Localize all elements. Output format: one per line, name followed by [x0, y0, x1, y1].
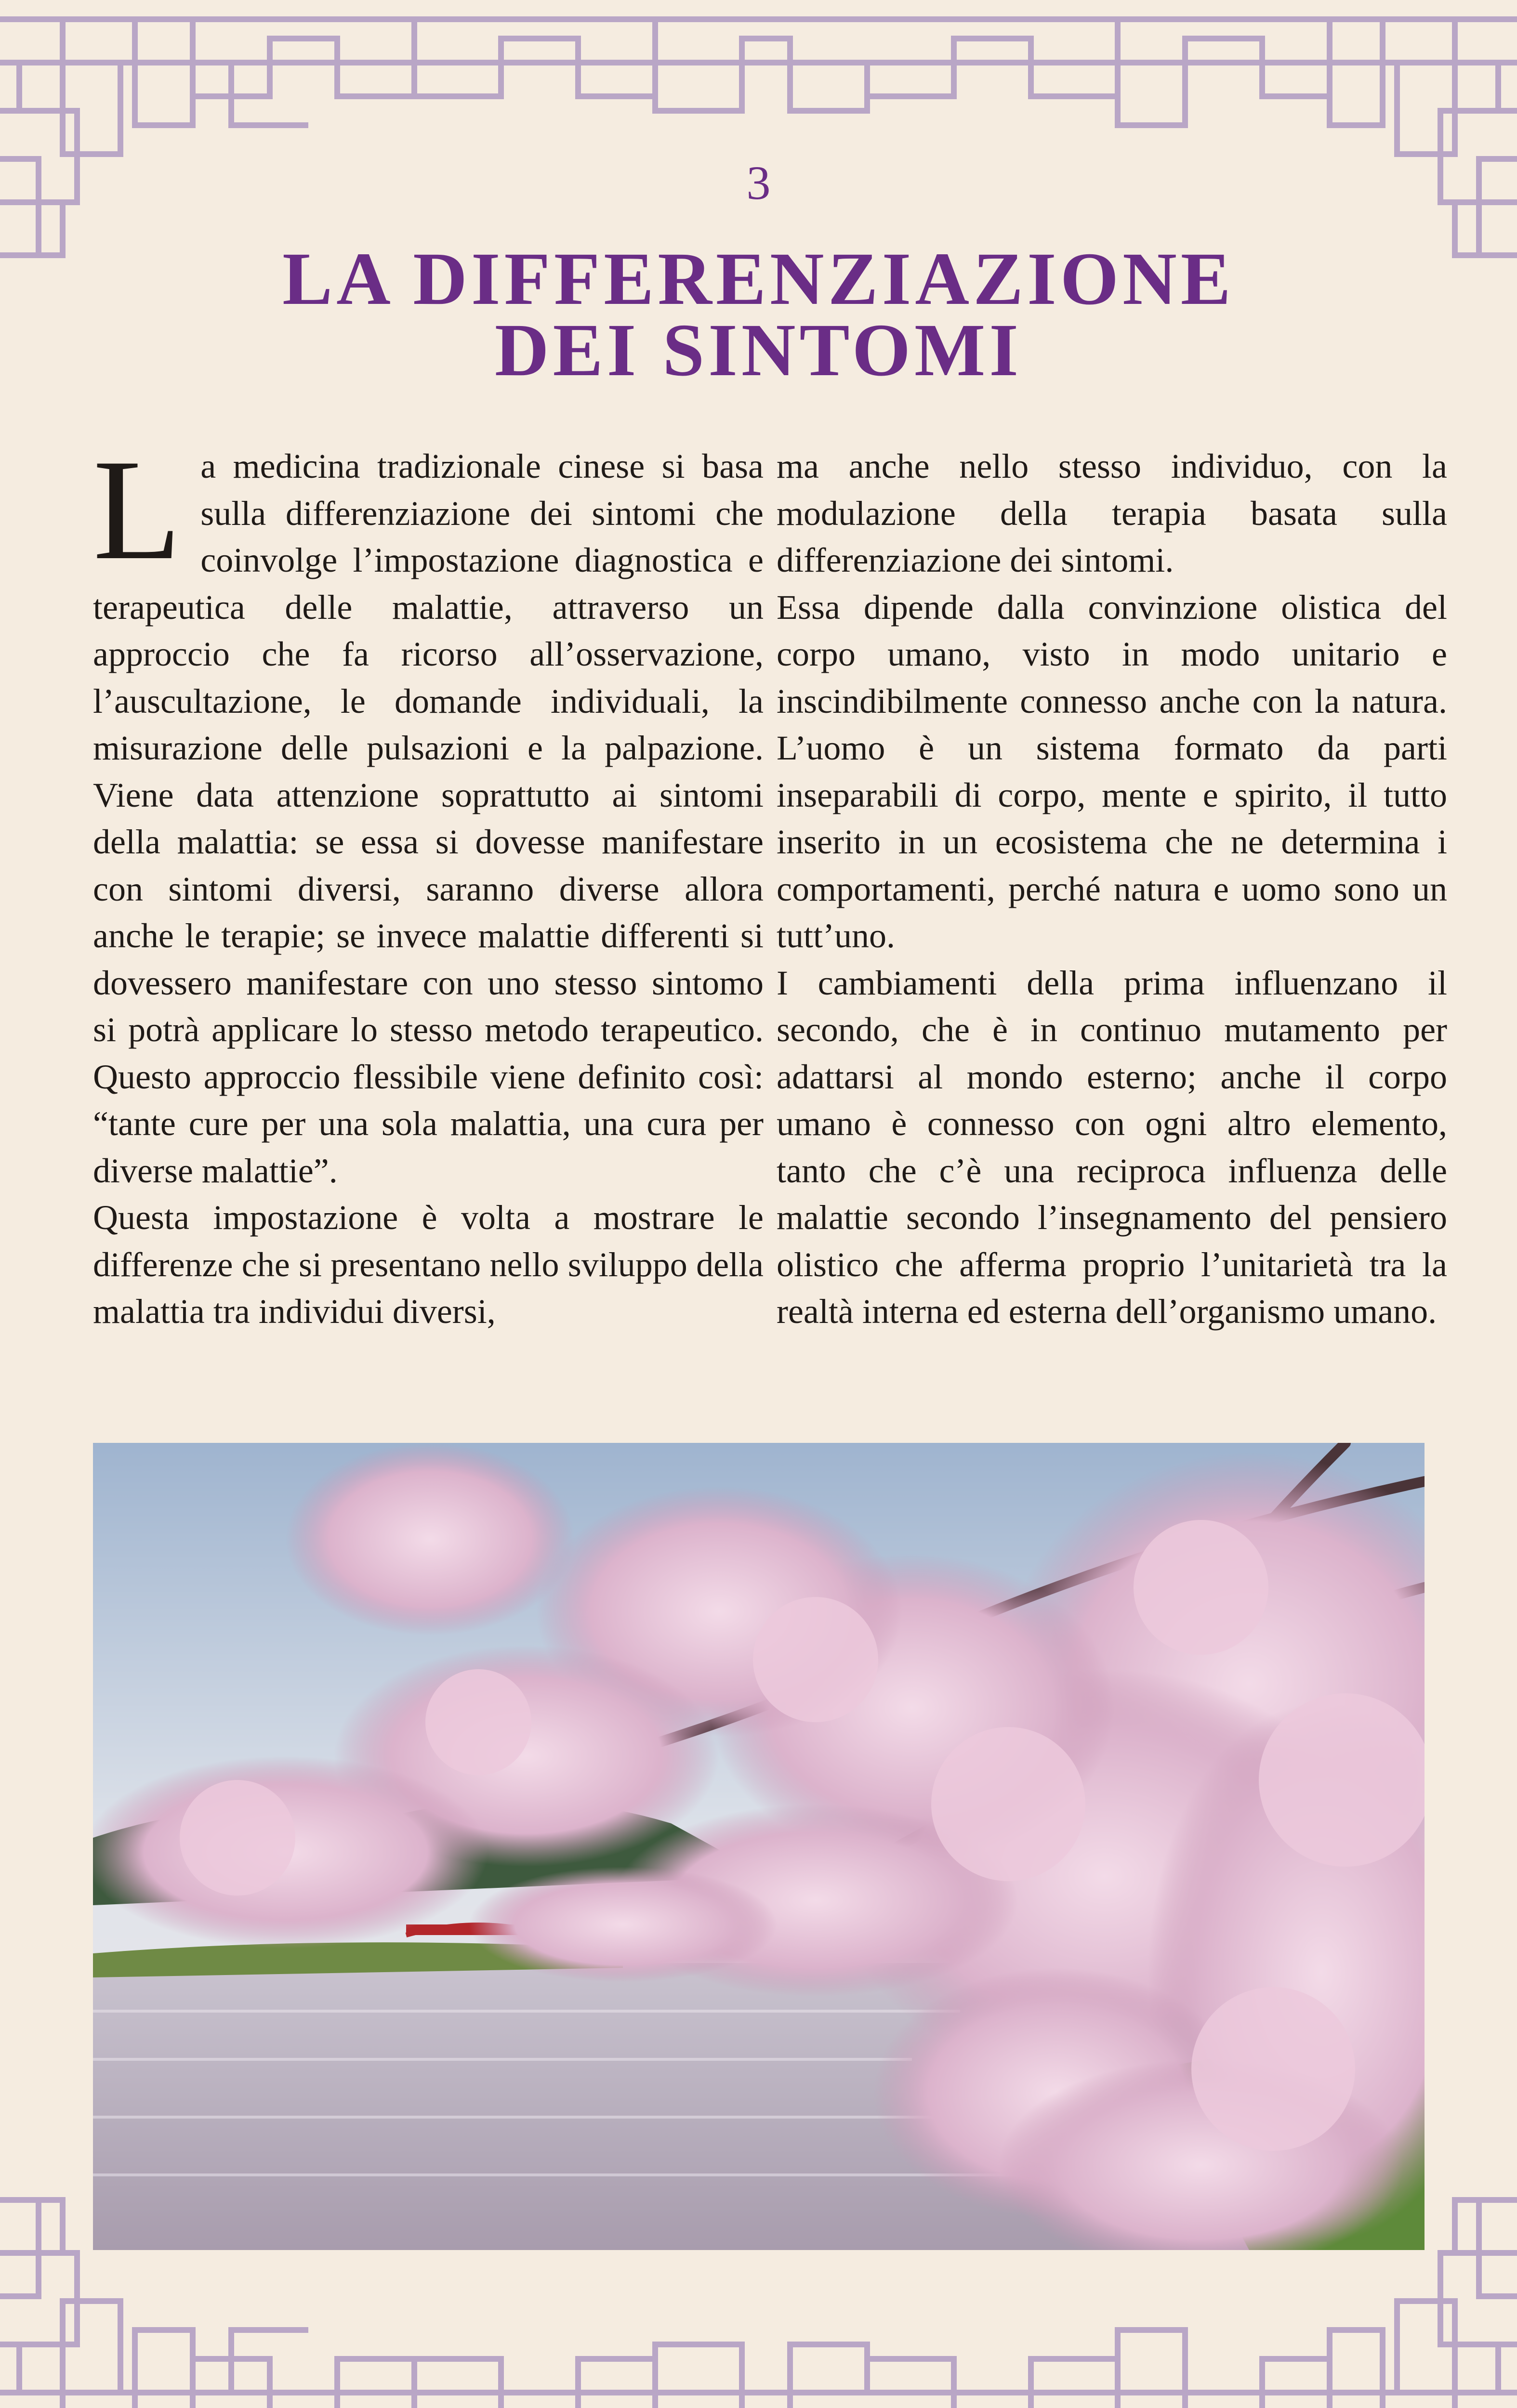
text-column-right — [777, 443, 1447, 1335]
paragraph: Essa dipende dalla convinzione olistica del corpo umano, visto in modo unitario e inscindibilmente connesso anche con la natura. L’uomo è un sistema formato da parti inseparabili di corpo, mente e spirito, il tutto inserito in un ecosistema che ne determina i comportamenti, perché natura e uomo sono un tutt’uno. — [777, 588, 1447, 955]
title-line-2: DEI SINTOMI — [494, 308, 1023, 392]
drop-cap: L — [93, 430, 182, 589]
page-title — [96, 237, 1421, 392]
title-line-1: LA DIFFERENZIAZIONE — [282, 237, 1235, 320]
cherry-blossom-river-image — [93, 1443, 1425, 2250]
top-lattice-border — [0, 0, 1517, 270]
chinese-lattice-border-icon — [0, 0, 1517, 270]
paragraph: I cambiamenti della prima influenzano il secondo, che è in continuo mutamento per adattarsi al mondo esterno; anche il corpo umano è connesso con ogni altro elemento, tanto che c’è una reciproca influenza delle malattie secondo l’insegnamento del pensiero olistico che afferma proprio l’unitarietà tra la realtà interna ed esterna dell’organismo umano. — [777, 963, 1447, 1331]
paragraph: Questa impostazione è volta a mostrare le differenze che si presentano nello sviluppo della malattia tra individui diversi, — [93, 1198, 764, 1331]
bottom-lattice-border — [0, 2186, 1517, 2408]
cherry-blossom-photo — [93, 1443, 1425, 2250]
paragraph — [93, 430, 764, 1194]
paragraph-text: a medicina tradizionale cinese si basa sulla differenziazione dei sintomi che coinvolge l’impostazione diagnostica e terapeutica delle malattie, attraverso un approccio che fa ricorso all’osservazione, l’auscultazione, le domande individuali, la misurazione delle pulsazioni e la palpazione. Viene data attenzione soprattutto ai sintomi della malattia: se essa si dovesse manifestare con sintomi diversi, saranno diverse allora anche le terapie; se invece malattie differenti si dovessero manifestare con uno stesso sintomo si potrà applicare lo stesso metodo terapeutico. Questo approccio flessibile viene definito così: “tante cure per una sola malattia, una cura per diverse malattie”. — [93, 447, 764, 1190]
paragraph: ma anche nello stesso individuo, con la modulazione della terapia basata sulla differenziazione dei sintomi. — [777, 447, 1447, 579]
text-column-left — [93, 430, 764, 1335]
page-number: 3 — [746, 156, 771, 209]
chinese-lattice-border-icon — [0, 2186, 1517, 2408]
